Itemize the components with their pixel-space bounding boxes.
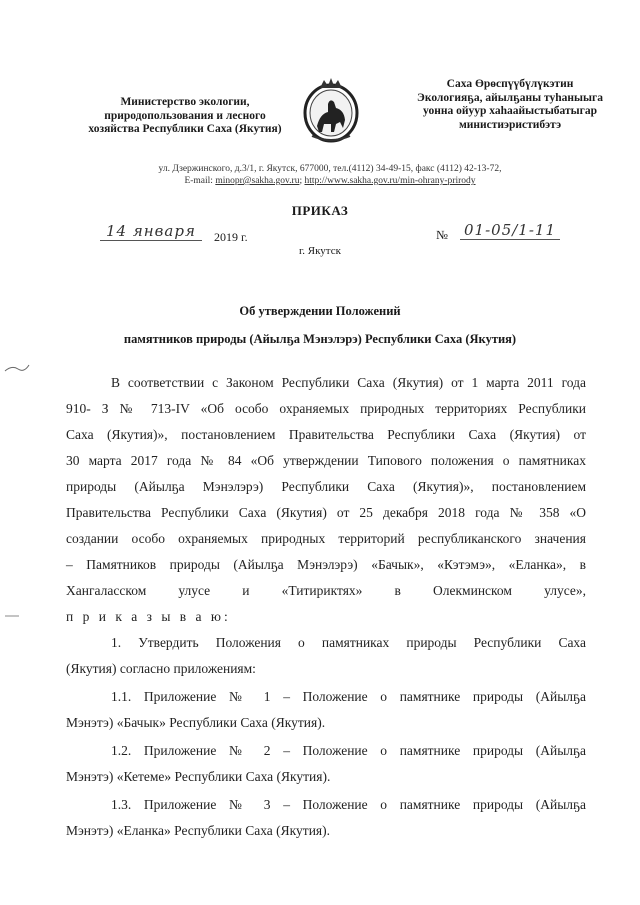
ministry-ru-line: хозяйства Республики Саха (Якутия) bbox=[88, 123, 282, 135]
order-city: г. Якутск bbox=[299, 245, 341, 257]
item-line: 1.2. Приложение № 2 – Положение о памятнике природы (Айылҕа bbox=[111, 743, 586, 758]
ministry-sakha-line: уонна ойуур хаһаайыстыбатыгар bbox=[422, 105, 598, 117]
ministry-sakha-line: Саха Өрөспүүбүлүкэтин bbox=[446, 78, 574, 90]
website-link[interactable]: http://www.sakha.gov.ru/min-ohrany-prirody bbox=[304, 176, 476, 186]
order-date-year: 2019 г. bbox=[214, 230, 248, 244]
preamble-line: природы (Айылҕа Мэнэлэрэ) Республики Саха (Якутия)», постановлением bbox=[66, 479, 586, 494]
item-1-2 bbox=[66, 738, 586, 790]
ministry-name-sakha bbox=[390, 78, 630, 132]
email-link[interactable]: minopr@sakha.gov.ru bbox=[215, 176, 300, 186]
order-word: п р и к а з ы в а ю: bbox=[66, 609, 231, 624]
item-line: 1.3. Приложение № 3 – Положение о памятнике природы (Айылҕа bbox=[111, 797, 586, 812]
ministry-ru-line: природопользования и лесного bbox=[104, 109, 266, 122]
subject-line: Об утверждении Положений bbox=[239, 304, 401, 318]
order-date-handwritten: 14 января bbox=[100, 222, 202, 241]
item-line: 1. Утвердить Положения о памятниках природы Республики Саха bbox=[111, 635, 586, 650]
ministry-ru-line: Министерство экологии, bbox=[120, 96, 250, 108]
preamble-line: В соответствии с Законом Республики Саха (Якутия) от 1 марта 2011 года bbox=[111, 375, 586, 390]
item-1-1 bbox=[66, 684, 586, 736]
ministry-sakha-line: министиэристибэтэ bbox=[458, 118, 562, 131]
item-line: Мэнэтэ) «Еланка» Республики Саха (Якутия). bbox=[66, 823, 330, 838]
preamble-line: создании особо охраняемых природных территорий республиканского значения bbox=[66, 531, 586, 546]
preamble-line: Правительства Республики Саха (Якутия) от 25 декабря 2018 года № 358 «О bbox=[66, 505, 586, 520]
subject-line: памятников природы (Айылҕа Мэнэлэрэ) Республики Саха (Якутия) bbox=[123, 332, 517, 346]
order-number-handwritten: 01-05/1-11 bbox=[460, 221, 560, 240]
ministry-name-russian bbox=[60, 96, 310, 137]
coat-of-arms-emblem-icon bbox=[300, 78, 362, 144]
address-line: ул. Дзержинского, д.3/1, г. Якутск, 677000, тел.(4112) 34-49-15, факс (4112) 42-13-72, bbox=[158, 164, 502, 174]
preamble-line: Саха (Якутия)», постановлением Правительства Республики Саха (Якутия) от bbox=[66, 427, 586, 442]
item-line: Мэнэтэ) «Кетеме» Республики Саха (Якутия). bbox=[66, 769, 331, 784]
item-line: 1.1. Приложение № 1 – Положение о памятнике природы (Айылҕа bbox=[111, 689, 586, 704]
item-line: (Якутия) согласно приложениям: bbox=[66, 661, 256, 676]
margin-mark-icon bbox=[4, 614, 20, 618]
preamble-line: Хангаласском улусе и «Титириктях» в Олекминском улусе», bbox=[66, 583, 586, 598]
order-title: ПРИКАЗ bbox=[291, 203, 349, 218]
preamble-line: 30 марта 2017 года № 84 «Об утверждении Типового положения о памятниках bbox=[66, 453, 586, 468]
preamble-line: 910- З № 713-IV «Об особо охраняемых природных территориях Республики bbox=[66, 401, 586, 416]
email-prefix: E-mail: bbox=[184, 176, 216, 186]
preamble-paragraph bbox=[66, 370, 586, 630]
item-1 bbox=[66, 630, 586, 682]
contact-separator: ; bbox=[299, 176, 305, 186]
preamble-line: – Памятников природы (Айылҕа Мэнэлэрэ) «Бачык», «Кэтэмэ», «Еланка», в bbox=[66, 557, 586, 572]
item-1-3 bbox=[66, 792, 586, 844]
ministry-sakha-line: Экологияҕа, айылҕаны туһаныыга bbox=[417, 91, 603, 104]
margin-mark-icon bbox=[4, 363, 30, 373]
order-number-label: № bbox=[436, 228, 448, 242]
item-line: Мэнэтэ) «Бачык» Республики Саха (Якутия). bbox=[66, 715, 326, 730]
contact-line bbox=[120, 175, 540, 187]
order-subject bbox=[60, 297, 580, 353]
ministry-address bbox=[120, 163, 540, 187]
